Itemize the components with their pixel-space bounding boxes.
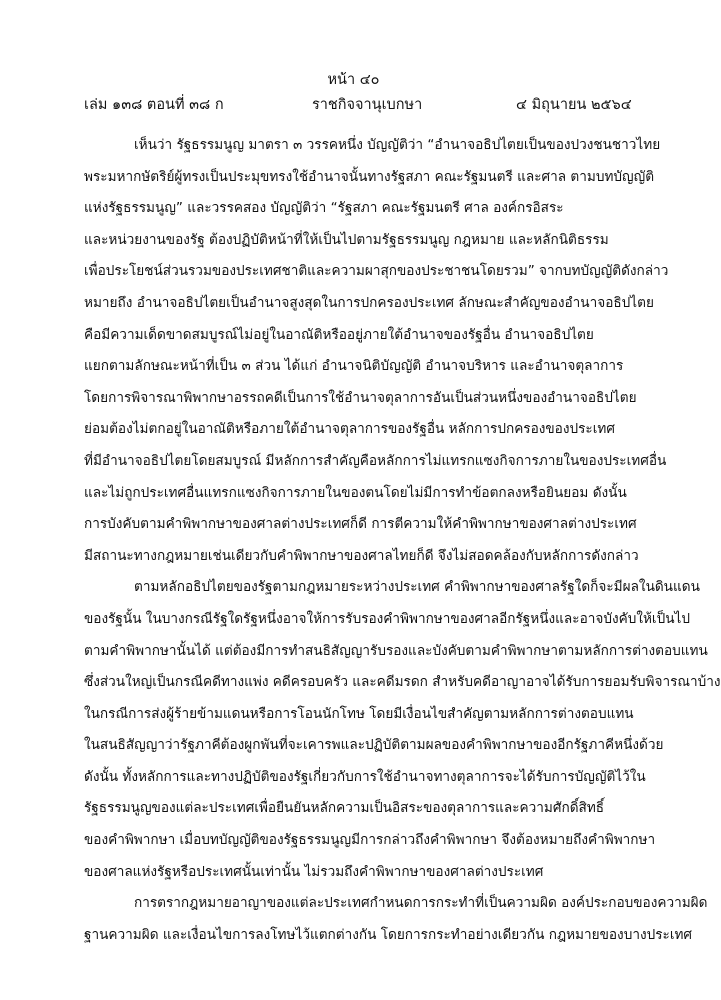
text-line: ดังนั้น ทั้งหลักการและทางปฏิบัติของรัฐเกี่ยวกับการใช้อำนาจทางตุลาการจะได้รับการบัญญัติไว้ใน [84,768,646,785]
body-text [84,130,721,951]
text-line: แยกตามลักษณะหน้าที่เป็น ๓ ส่วน ได้แก่ อำนาจนิติบัญญัติ อำนาจบริหาร และอำนาจตุลาการ [84,358,624,375]
text-line: โดยการพิจารณาพิพากษาอรรถคดีเป็นการใช้อำนาจตุลาการอันเป็นส่วนหนึ่งของอำนาจอธิปไตย [84,389,637,406]
gazette-header [84,93,632,115]
text-line: ตามหลักอธิปไตยของรัฐตามกฎหมายระหว่างประเทศ คำพิพากษาของศาลรัฐใดก็จะมีผลในดินแดน [134,579,700,596]
text-line: พระมหากษัตริย์ผู้ทรงเป็นประมุขทรงใช้อำนาจนั้นทางรัฐสภา คณะรัฐมนตรี และศาล ตามบทบัญญัติ [84,168,655,185]
text-line: ของรัฐนั้น ในบางกรณีรัฐใดรัฐหนึ่งอาจให้การรับรองคำพิพากษาของศาลอีกรัฐหนึ่งและอาจบังคับให้เป็นไป [84,610,690,627]
text-line: ย่อมต้องไม่ตกอยู่ในอาณัติหรือภายใต้อำนาจตุลาการของรัฐอื่น หลักการปกครองของประเทศ [84,421,615,438]
text-line: ในสนธิสัญญาว่ารัฐภาคีต้องผูกพันที่จะเคารพและปฏิบัติตามผลของคำพิพากษาของอีกรัฐภาคีหนึ่งด้วย [84,737,664,754]
text-line: คือมีความเด็ดขาดสมบูรณ์ไม่อยู่ในอาณัติหรืออยู่ภายใต้อำนาจของรัฐอื่น อำนาจอธิปไตย [84,326,594,343]
text-line: ที่มีอำนาจอธิปไตยโดยสมบูรณ์ มีหลักการสำคัญคือหลักการไม่แทรกแซงกิจการภายในของประเทศอื่น [84,452,667,469]
text-line: ฐานความผิด และเงื่อนไขการลงโทษไว้แตกต่างกัน โดยการกระทำอย่างเดียวกัน กฎหมายของบางประเทศ [84,926,693,943]
text-line: หมายถึง อำนาจอธิปไตยเป็นอำนาจสูงสุดในการปกครองประเทศ ลักษณะสำคัญของอำนาจอธิปไตย [84,294,654,311]
text-line: ของคำพิพากษา เมื่อบทบัญญัติของรัฐธรรมนูญมีการกล่าวถึงคำพิพากษา จึงต้องหมายถึงคำพิพากษา [84,832,656,849]
journal-title: ราชกิจจานุเบกษา [312,97,423,113]
text-line: รัฐธรรมนูญของแต่ละประเทศเพื่อยืนยันหลักความเป็นอิสระของตุลาการและความศักดิ์สิทธิ์ [84,800,605,817]
text-line: ในกรณีการส่งผู้ร้ายข้ามแดนหรือการโอนนักโทษ โดยมีเงื่อนไขสำคัญตามหลักการต่างตอบแทน [84,705,634,722]
publication-date: ๔ มิถุนายน ๒๕๖๔ [516,97,632,113]
page-number: หน้า ๔๐ [327,72,380,88]
text-line: มีสถานะทางกฎหมายเช่นเดียวกับคำพิพากษาของศาลไทยก็ดี จึงไม่สอดคล้องกับหลักการดังกล่าว [84,547,639,564]
text-line: และหน่วยงานของรัฐ ต้องปฏิบัติหน้าที่ให้เป็นไปตามรัฐธรรมนูญ กฎหมาย และหลักนิติธรรม [84,231,609,248]
text-line: การบังคับตามคำพิพากษาของศาลต่างประเทศก็ดี การตีความให้คำพิพากษาของศาลต่างประเทศ [84,516,637,533]
text-line: การตรากฎหมายอาญาของแต่ละประเทศกำหนดการกระทำที่เป็นความผิด องค์ประกอบของความผิด [134,895,708,912]
text-line: ซึ่งส่วนใหญ่เป็นกรณีคดีทางแพ่ง คดีครอบครัว และคดีมรดก สำหรับคดีอาญาอาจได้รับการยอมรับพิจารณาบ้าง [84,674,721,691]
text-line: เพื่อประโยชน์ส่วนรวมของประเทศชาติและความผาสุกของประชาชนโดยรวม” จากบทบัญญัติดังกล่าว [84,263,669,280]
volume-issue: เล่ม ๑๓๘ ตอนที่ ๓๘ ก [84,97,224,113]
text-line: ของศาลแห่งรัฐหรือประเทศนั้นเท่านั้น ไม่รวมถึงคำพิพากษาของศาลต่างประเทศ [84,863,544,880]
text-line: ตามคำพิพากษานั้นได้ แต่ต้องมีการทำสนธิสัญญารับรองและบังคับตามคำพิพากษาตามหลักการต่างตอบแทน [84,642,708,659]
text-line: แห่งรัฐธรรมนูญ” และวรรคสอง บัญญัติว่า “รัฐสภา คณะรัฐมนตรี ศาล องค์กรอิสระ [84,200,564,217]
text-line: เห็นว่า รัฐธรรมนูญ มาตรา ๓ วรรคหนึ่ง บัญญัติว่า “อำนาจอธิปไตยเป็นของปวงชนชาวไทย [134,137,661,153]
text-line: และไม่ถูกประเทศอื่นแทรกแซงกิจการภายในของตนโดยไม่มีการทำข้อตกลงหรือยินยอม ดังนั้น [84,484,627,501]
